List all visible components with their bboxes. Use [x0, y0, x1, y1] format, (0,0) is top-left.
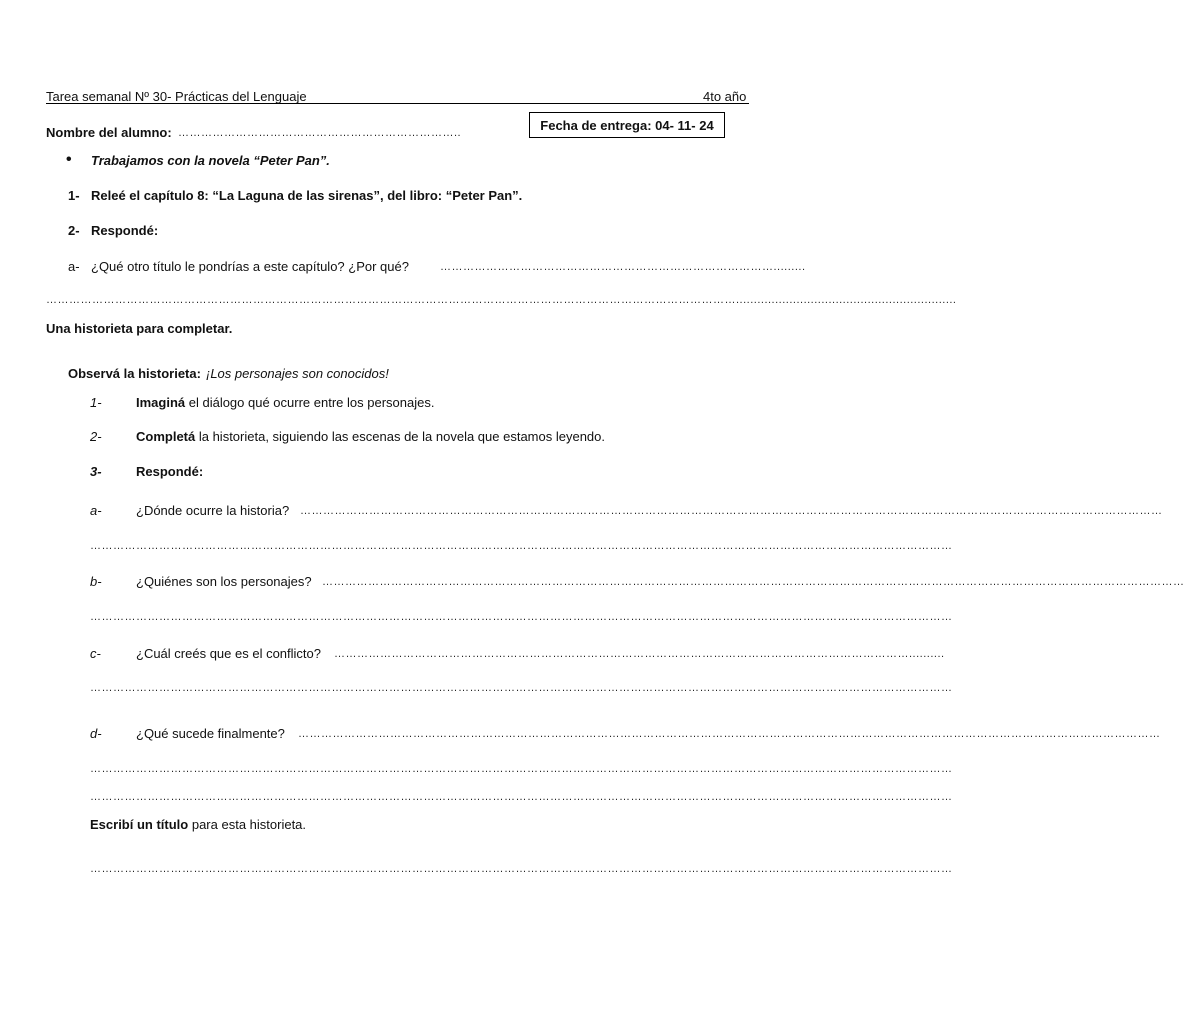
question-a-answer-blank[interactable]: ……………………………………………………………………………......... [440, 261, 806, 273]
answer-line[interactable]: ……………………………………………………………………………………………………………………………………………………………….............................................................. [46, 294, 957, 306]
student-name-label: Nombre del alumno: [46, 125, 172, 140]
comic-question-b-letter: b- [90, 574, 102, 589]
step-3-text: Respondé: [136, 464, 204, 479]
step-2-text: Completá la historieta, siguiendo las escenas de la novela que estamos leyendo. [136, 429, 605, 444]
student-name-blank[interactable]: ……………………………………………………………….. [178, 127, 462, 139]
comic-question-d-line-2[interactable]: ……………………………………………………………………………………………………………………………………………………………………………………………………… [90, 791, 953, 803]
comic-question-c-line[interactable]: ……………………………………………………………………………………………………………………………………………………………………………………………………… [90, 682, 953, 694]
comic-question-a-letter: a- [90, 503, 102, 518]
comic-question-d-text: ¿Qué sucede finalmente? [136, 726, 285, 741]
item-1-text: Releé el capítulo 8: “La Laguna de las sirenas”, del libro: “Peter Pan”. [91, 188, 523, 203]
due-date-box: Fecha de entrega: 04- 11- 24 [529, 112, 725, 138]
comic-question-d-letter: d- [90, 726, 102, 741]
comic-question-c-blank[interactable]: …………………………………………………………………………………………………………………………………….......... [334, 648, 945, 660]
worksheet-title: Tarea semanal Nº 30- Prácticas del Lenguaje [46, 89, 307, 104]
comic-heading: Una historieta para completar. [46, 321, 233, 336]
step-1-text: Imaginá el diálogo qué ocurre entre los personajes. [136, 395, 435, 410]
comic-question-b-text: ¿Quiénes son los personajes? [136, 574, 312, 589]
item-2-text: Respondé: [91, 223, 159, 238]
intro-text: Trabajamos con la novela “Peter Pan”. [91, 153, 330, 168]
step-2-number: 2- [90, 429, 102, 444]
observe-label: Observá la historieta: [68, 366, 201, 381]
comic-question-b-blank[interactable]: ……………………………………………………………………………………………………………………………………………………………………………………………………… [322, 576, 1185, 588]
comic-question-c-text: ¿Cuál creés que es el conflicto? [136, 646, 321, 661]
question-a-letter: a- [68, 259, 80, 274]
title-prompt: Escribí un título para esta historieta. [90, 817, 307, 832]
observe-note: ¡Los personajes son conocidos! [206, 366, 389, 381]
comic-question-a-blank[interactable]: ……………………………………………………………………………………………………………………………………………………………………………………………………… [300, 505, 1163, 517]
step-1-number: 1- [90, 395, 102, 410]
comic-question-a-line[interactable]: ……………………………………………………………………………………………………………………………………………………………………………………………………… [90, 540, 953, 552]
item-1-number: 1- [68, 188, 80, 203]
header-rule [46, 103, 749, 104]
comic-question-d-line-1[interactable]: ……………………………………………………………………………………………………………………………………………………………………………………………………… [90, 763, 953, 775]
comic-question-c-letter: c- [90, 646, 101, 661]
step-3-number: 3- [90, 464, 102, 479]
bullet-icon: • [66, 151, 72, 168]
comic-question-d-blank[interactable]: ……………………………………………………………………………………………………………………………………………………………………………………………………… [298, 728, 1161, 740]
grade-label: 4to año [703, 89, 747, 104]
comic-question-a-text: ¿Dónde ocurre la historia? [136, 503, 290, 518]
question-a-text: ¿Qué otro título le pondrías a este capítulo? ¿Por qué? [91, 259, 409, 274]
title-answer-line[interactable]: ……………………………………………………………………………………………………………………………………………………………………………………………………… [90, 863, 953, 875]
item-2-number: 2- [68, 223, 80, 238]
comic-question-b-line[interactable]: ……………………………………………………………………………………………………………………………………………………………………………………………………… [90, 611, 953, 623]
